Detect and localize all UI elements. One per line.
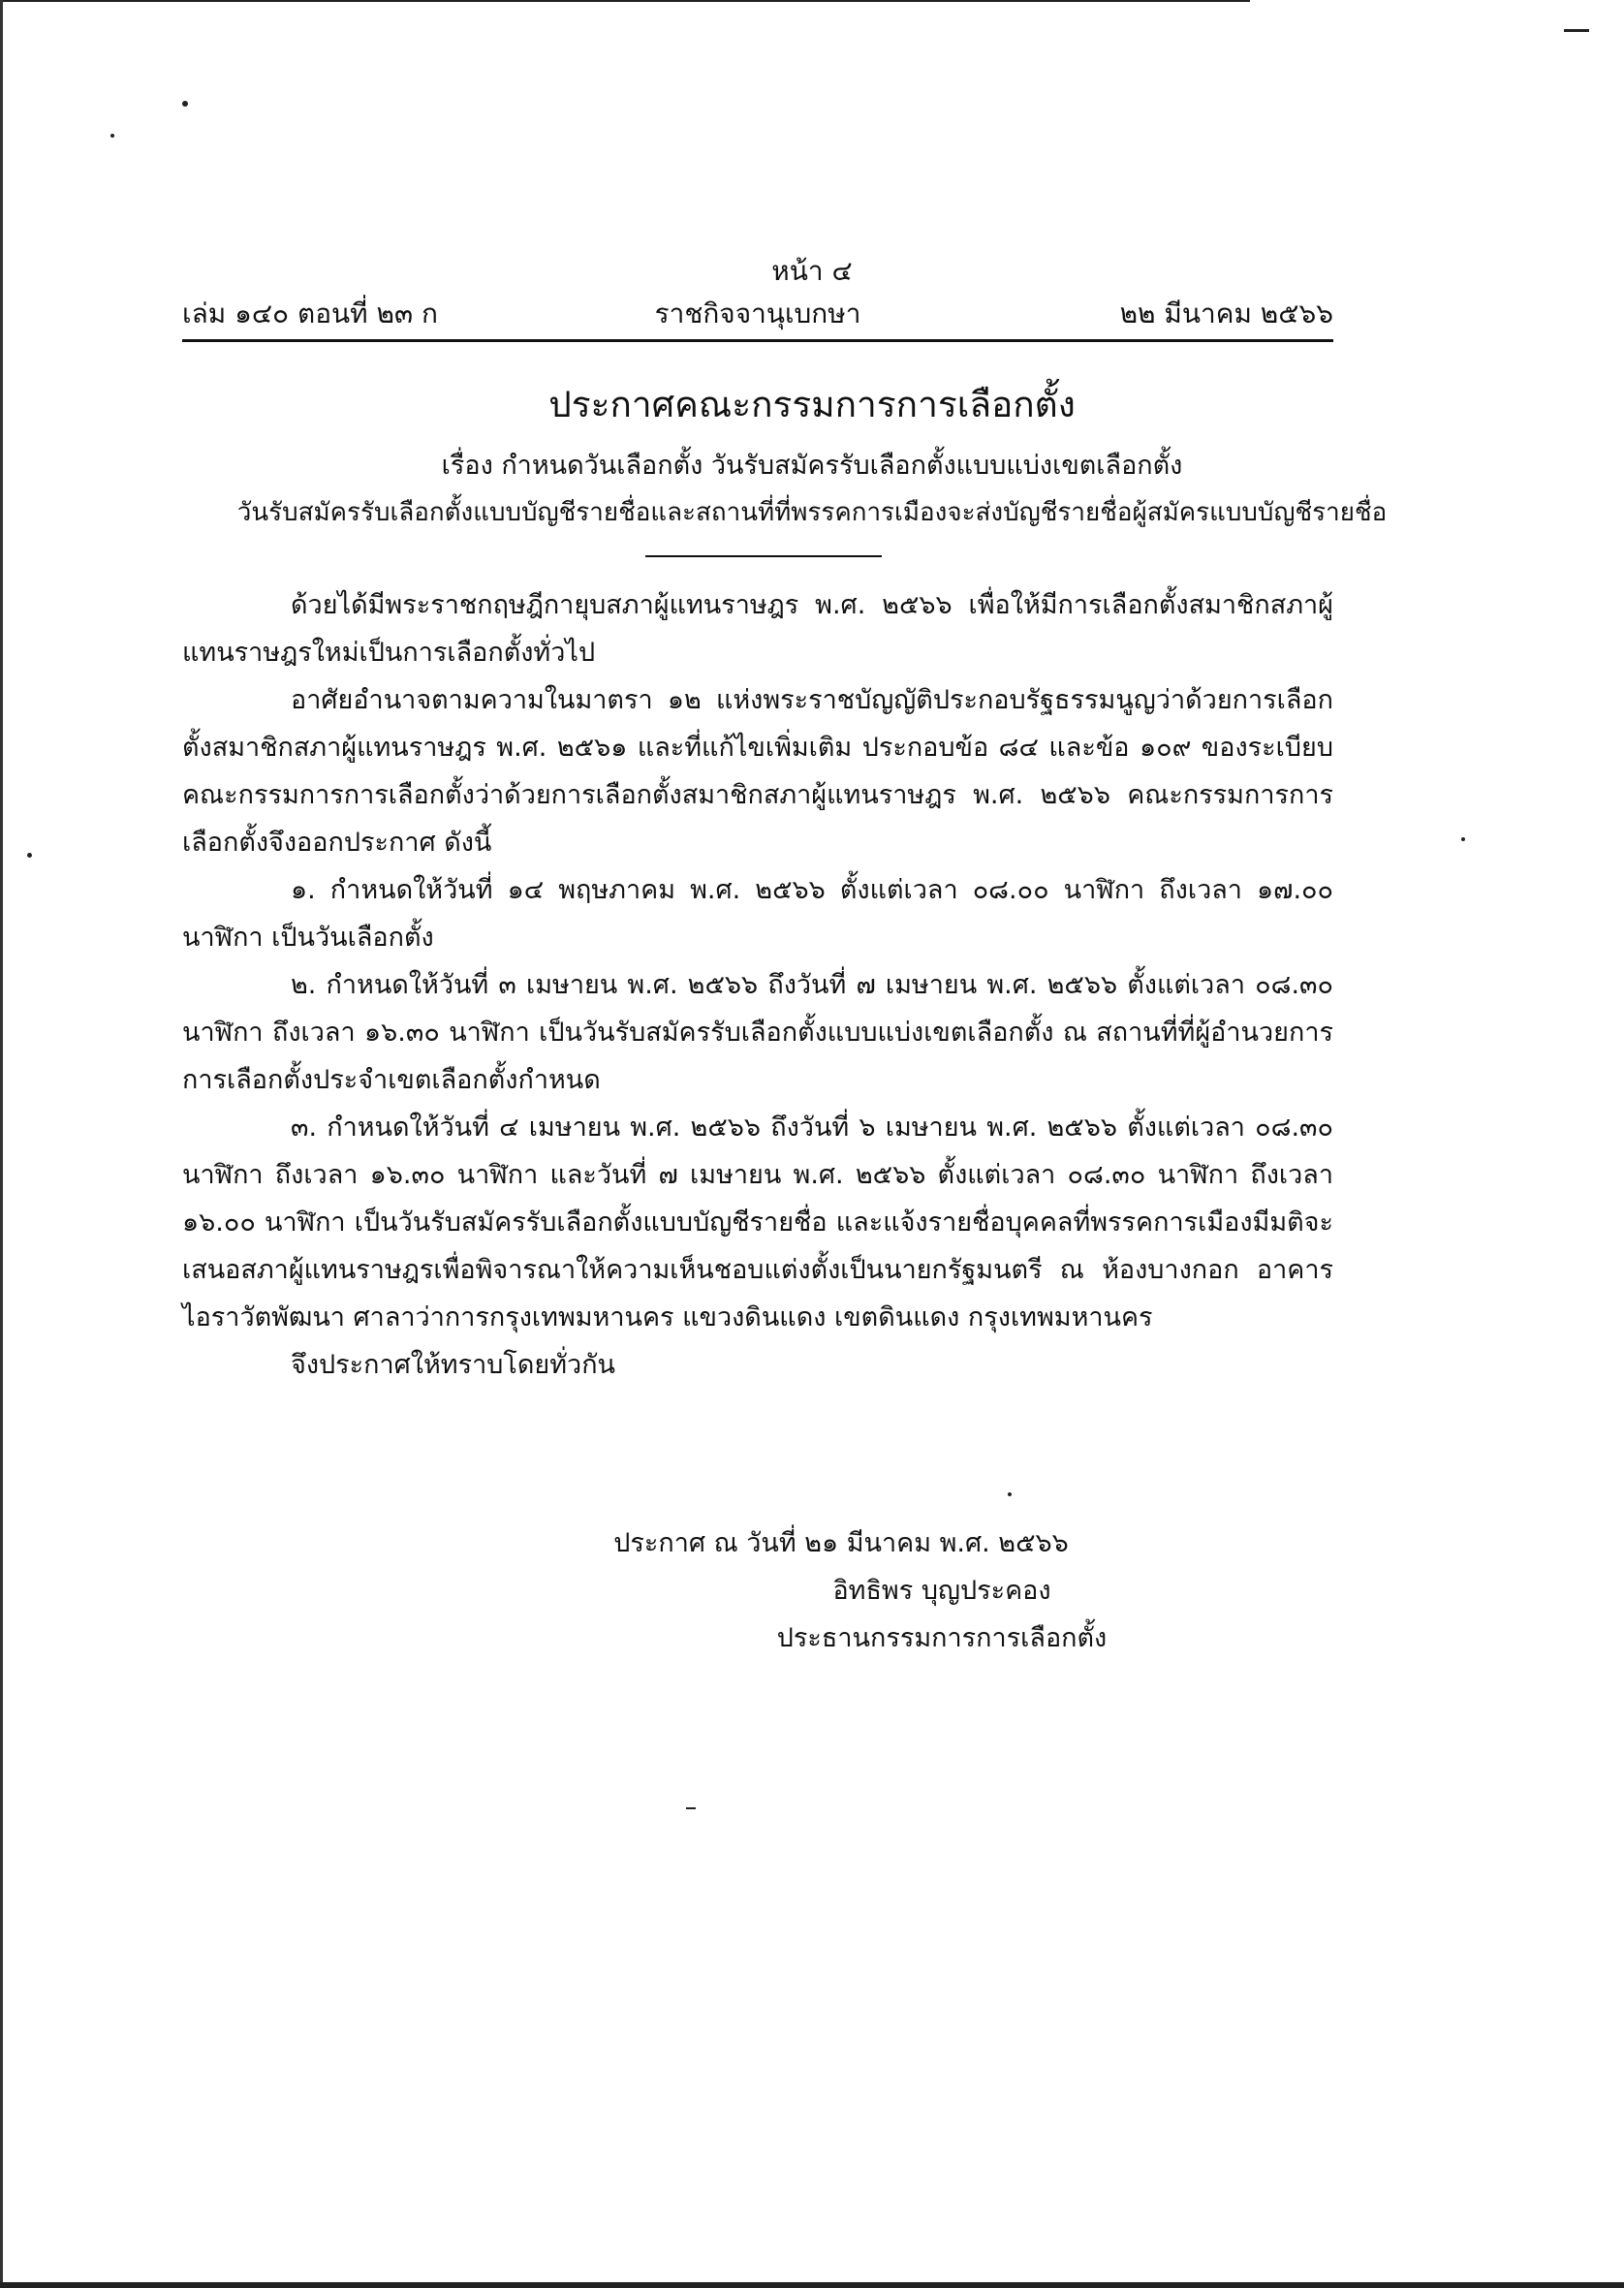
volume-issue: เล่ม ๑๔๐ ตอนที่ ๒๓ ก xyxy=(182,298,438,329)
scan-speck xyxy=(182,101,188,107)
scan-border-left xyxy=(0,0,3,2288)
title-divider xyxy=(645,555,882,557)
signatory-position: ประธานกรรมการการเลือกตั้ง xyxy=(776,1623,1108,1653)
closing-statement: จึงประกาศให้ทราบโดยทั่วกัน xyxy=(291,1350,615,1380)
announcement-subject-line-1: เรื่อง กำหนดวันเลือกตั้ง วันรับสมัครรับเลือกตั้งแบบแบ่งเขตเลือกตั้ง xyxy=(441,451,1183,481)
announcement-subject-line-2: วันรับสมัครรับเลือกตั้งแบบบัญชีรายชื่อและสถานที่ที่พรรคการเมืองจะส่งบัญชีรายชื่อผู้สมัครแบบบัญชีรายชื่อ xyxy=(236,498,1388,527)
announcement-body xyxy=(182,581,1333,1389)
scan-speck xyxy=(686,1807,696,1809)
header-divider xyxy=(182,339,1333,342)
scan-speck xyxy=(110,134,114,138)
publication-name: ราชกิจจานุเบกษา xyxy=(654,298,861,329)
scan-border-top xyxy=(0,0,1250,2)
announced-date: ประกาศ ณ วันที่ ๒๑ มีนาคม พ.ศ. ๒๕๖๖ xyxy=(613,1528,1069,1558)
scan-speck xyxy=(1008,1492,1012,1496)
announcement-title: ประกาศคณะกรรมการการเลือกตั้ง xyxy=(548,384,1076,425)
signature-block xyxy=(0,1520,1624,1662)
item-party-list-registration: ๓. กำหนดให้วันที่ ๔ เมษายน พ.ศ. ๒๕๖๖ ถึงวันที่ ๖ เมษายน พ.ศ. ๒๕๖๖ ตั้งแต่เวลา ๐๘.๓๐ นาฬิกา ถึงเวลา ๑๖.๓๐ นาฬิกา และวันที่ ๗ เมษายน พ.ศ. ๒๕๖๖ ตั้งแต่เวลา ๐๘.๓๐ นาฬิกา ถึงเวลา ๑๖.๐๐ นาฬิกา เป็นวันรับสมัครรับเลือกตั้งแบบบัญชีรายชื่อ และแจ้งรายชื่อบุคคลที่พรรคการเมืองมีมติจะเสนอสภาผู้แทนราษฎรเพื่อพิจารณาให้ความเห็นชอบแต่งตั้งเป็นนายกรัฐมนตรี ณ ห้องบางกอก อาคารไอราวัตพัฒนา ศาลาว่าการกรุงเทพมหานคร แขวงดินแดง เขตดินแดง กรุงเทพมหานคร xyxy=(182,1113,1333,1332)
paragraph-authority: อาศัยอำนาจตามความในมาตรา ๑๒ แห่งพระราชบัญญัติประกอบรัฐธรรมนูญว่าด้วยการเลือกตั้งสมาชิกสภาผู้แทนราษฎร พ.ศ. ๒๕๖๑ และที่แก้ไขเพิ่มเติม ประกอบข้อ ๘๔ และข้อ ๑๐๙ ของระเบียบคณะกรรมการการเลือกตั้งว่าด้วยการเลือกตั้งสมาชิกสภาผู้แทนราษฎร พ.ศ. ๒๕๖๖ คณะกรรมการการเลือกตั้งจึงออกประกาศ ดังนี้ xyxy=(182,685,1333,858)
item-election-day: ๑. กำหนดให้วันที่ ๑๔ พฤษภาคม พ.ศ. ๒๕๖๖ ตั้งแต่เวลา ๐๘.๐๐ นาฬิกา ถึงเวลา ๑๗.๐๐ นาฬิกา เป็นวันเลือกตั้ง xyxy=(182,875,1333,953)
page-number: หน้า ๔ xyxy=(771,255,853,287)
scan-border-bottom xyxy=(0,2282,1624,2288)
gazette-header xyxy=(182,293,1333,331)
signatory-name: อิทธิพร บุญประคอง xyxy=(832,1576,1051,1606)
margin-mark xyxy=(1564,29,1589,32)
item-constituency-registration: ๒. กำหนดให้วันที่ ๓ เมษายน พ.ศ. ๒๕๖๖ ถึงวันที่ ๗ เมษายน พ.ศ. ๒๕๖๖ ตั้งแต่เวลา ๐๘.๓๐ นาฬิกา ถึงเวลา ๑๖.๓๐ นาฬิกา เป็นวันรับสมัครรับเลือกตั้งแบบแบ่งเขตเลือกตั้ง ณ สถานที่ที่ผู้อำนวยการการเลือกตั้งประจำเขตเลือกตั้งกำหนด xyxy=(182,970,1333,1095)
paragraph-preamble: ด้วยได้มีพระราชกฤษฎีกายุบสภาผู้แทนราษฎร พ.ศ. ๒๕๖๖ เพื่อให้มีการเลือกตั้งสมาชิกสภาผู้แทนราษฎรใหม่เป็นการเลือกตั้งทั่วไป xyxy=(182,590,1333,668)
scan-speck xyxy=(27,853,32,858)
scan-speck xyxy=(1461,837,1465,841)
publication-date: ๒๒ มีนาคม ๒๕๖๖ xyxy=(1119,298,1333,329)
